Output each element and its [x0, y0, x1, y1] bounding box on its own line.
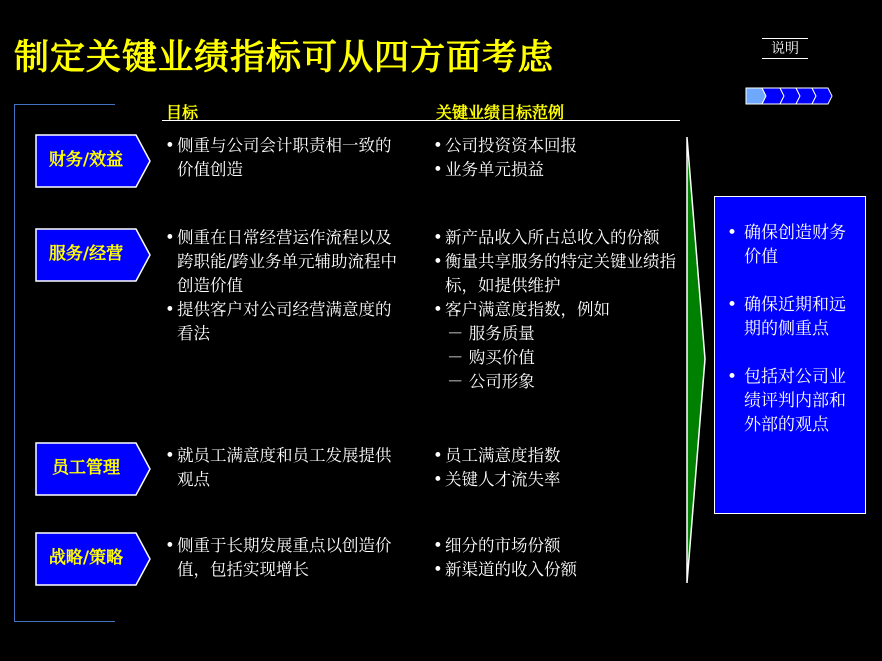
sub-item: － 公司形象: [447, 372, 535, 391]
category-label: 员工管理: [52, 458, 120, 478]
goal-cell-employee: [165, 444, 405, 492]
progress-chevrons: [744, 86, 834, 106]
bullet-item: • 业务单元损益: [433, 158, 678, 182]
category-label: 财务/效益: [48, 150, 124, 170]
bullet-item: • 新产品收入所占总收入的份额: [433, 226, 678, 250]
goal-cell-service: [165, 226, 405, 346]
column-header-examples: 关键业绩目标范例: [436, 103, 565, 122]
bullet-item: • 提供客户对公司经营满意度的看法: [165, 298, 405, 346]
bullet-item: • 衡量共享服务的特定关键业绩指标，如提供维护: [433, 250, 678, 298]
bullet-item: • 细分的市场份额: [433, 534, 678, 558]
goal-cell-strategy: [165, 534, 405, 582]
column-header-goal: 目标: [166, 103, 199, 122]
bullet-item: • 侧重于长期发展重点以创造价值，包括实现增长: [165, 534, 405, 582]
sub-item: － 服务质量: [447, 324, 535, 343]
category-service: [35, 228, 149, 280]
bullet-item: • 公司投资资本回报: [433, 134, 678, 158]
sub-item: － 购买价值: [447, 348, 535, 367]
summary-item: • 确保近期和远期的侧重点: [727, 293, 861, 341]
summary-box: [714, 196, 866, 514]
bullet-item: • 侧重与公司会计职责相一致的价值创造: [165, 134, 405, 182]
category-label: 服务/经营: [48, 244, 124, 264]
category-employee: [35, 442, 149, 494]
page-title: 制定关键业绩指标可从四方面考虑: [14, 38, 555, 78]
bullet-item: • 侧重在日常经营运作流程以及跨职能/跨业务单元辅助流程中创造价值: [165, 226, 405, 298]
summary-item: • 确保创造财务价值: [727, 221, 861, 269]
goal-cell-finance: [165, 134, 405, 182]
convergence-arrow: [684, 135, 708, 585]
examples-cell-service: [433, 226, 678, 394]
note-label: 说明: [762, 38, 808, 59]
examples-cell-employee: [433, 444, 678, 492]
category-finance: [35, 134, 149, 186]
examples-cell-strategy: [433, 534, 678, 582]
category-strategy: [35, 532, 149, 584]
bullet-item: • 关键人才流失率: [433, 468, 678, 492]
bullet-item: • 客户满意度指数，例如: [433, 298, 678, 322]
header-divider: [162, 120, 680, 121]
bullet-item: • 新渠道的收入份额: [433, 558, 678, 582]
bullet-item: • 就员工满意度和员工发展提供观点: [165, 444, 405, 492]
bullet-item: • 员工满意度指数: [433, 444, 678, 468]
category-label: 战略/策略: [48, 548, 124, 568]
examples-cell-finance: [433, 134, 678, 182]
summary-item: • 包括对公司业绩评判内部和外部的观点: [727, 365, 861, 437]
